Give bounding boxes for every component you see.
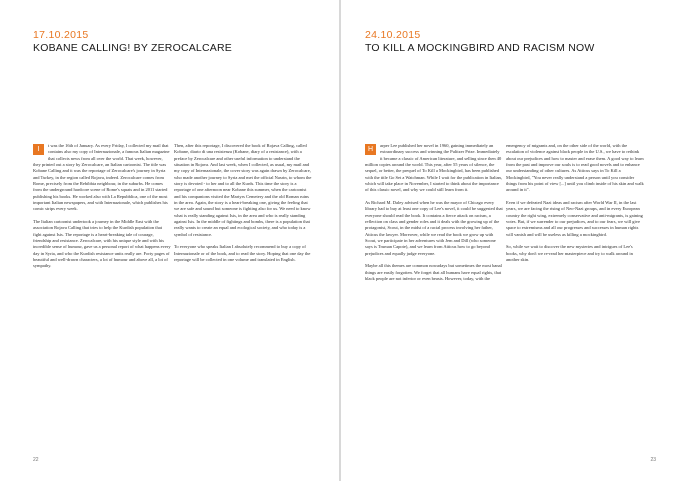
paragraph: The Italian cartoonist undertook a journey in the Middle East with the association Rojava Calling that tries to help the Kurdish population that fight against Isis. The reportage is a heart-breaking tale of courage, friendship and resistance. Zerocalcare, with his unique style and with his incredible sense of humour, gave us a personal report of what happens every day in Syria, and who the Kurdish resistance units really are. Forty pages of beautiful and well-drawn characters, a lot of humour and above all, a lot of sympathy. [33,219,171,269]
paragraph: So, while we wait to discover the new mysteries and intrigues of Lee's books, why don't we re-read her masterpiece and try to walk around in another skin. [506,244,633,263]
left-article-title: KOBANE CALLING! BY ZEROCALCARE [33,42,232,54]
paragraph: arper Lee published her novel in 1960, gaining immediately an extraordinary success and winning the Pulitzer Prize. Immediately it became a classic of American literature, and selling since then 40 million copies around the world. This year, after 55 years of silence, the sequel, or better, the prequel of To Kill a Mockingbird, has been published with the title Go Set a Watchman. While I wait for the publication in Italian, which will take place in November, I started to think about the importance of this classic novel, and why we could still learn from it. [365,143,502,193]
page-number-right: 23 [650,457,656,463]
right-column-1 [365,143,503,289]
paragraph: Even if we defeated Nazi ideas and racism after World War II, in the last years, we are facing the rising of Neo-Nazi groups, and in every European country the right wing, extremely conservative and anti-migrants, is gaining votes. But, if we surrender to our prejudices, and to our fears, we will give space to extremisms and all our progresses and successes in human rights will vanish and will be useless as killing a mockingbird. [506,200,643,237]
paragraph: To everyone who speaks Italian I absolutely recommend to buy a copy of Internazionale or of the book, and to read the story. Hoping that one day the reportage will be collected in one volume and translated in English. [174,244,311,263]
paragraph: Maybe all this themes are common nowadays but sometimes the most banal things are easily forgotten. We forget that all humans have equal rights, that black people are not inferior or even beasts. However, today, with the [365,263,502,282]
left-drop-cap: I [33,144,44,155]
right-drop-cap: H [365,144,376,155]
left-column-1 [33,143,171,276]
right-article-date: 24.10.2015 [365,29,421,41]
paragraph: t was the 16th of January. As every Friday, I collected my mail that contains also my copy of Internazionale, a famous Italian magazine that collects news from all over the world. That week, however, they printed out a story by Zerocalcare, an Italian cartoonist. The title was Kobane Calling and it was the reportage of Zerocalcare's journey in Syria and Turkey, in the region called Rojava, indeed. Zerocalcare comes from Rome, precisely from the Rebibbia neighbour, in the suburbs. He comes from the underground hardcore scene of Rome's squats and in 2011 started publishing his books. He worked also with La Repubblica, one of the most important Italian newspapers, and with Internazionale, which publishes his comic strips every week. [33,143,170,212]
left-page [0,0,339,481]
paragraph: emergency of migrants and, on the other side of the world, with the escalation of violence against black people in the U.S., we have to rethink about our prejudices and how to master and erase them. A good way to learn from the past and improve our souls is to read good novels and to enhance our understanding of other cultures. As Atticus says in To Kill a Mockingbird, "You never really understand a person until you consider things from his point of view [...] until you climb inside of his skin and walk around in it". [506,143,644,193]
right-article-title: TO KILL A MOCKINGBIRD AND RACISM NOW [365,42,595,54]
left-article-date: 17.10.2015 [33,29,89,41]
left-column-2 [174,143,312,270]
page-number-left: 22 [33,457,39,463]
paragraph: As Richard M. Daley advised when he was the mayor of Chicago every library had to buy at least one copy of Lee's novel, it could be suggested that everyone should read the book. It contains a fierce attack on racism, a reflection on class and gender roles and it deals with the growing up of the protagonist, Scout, in the midst of a racial process involving her father, Atticus the lawyer. Moreover, while we read the book we grow up with Scout, we participate in her adventures with Jem and Dill (who someone says is Truman Capote), and we learn from Atticus how to go beyond prejudices and equally judge everyone. [365,200,503,256]
paragraph: Then, after this reportage, I discovered the book of Rojava Calling, called Kobane, diario di una resistenza (Kobane, diary of a resistance), with a preface by Zerocalcare and other useful information to understand the situation in Rojava. And last week, when I collected, as usual, my mail and my copy of Internazionale, the cover story was again drawn by Zerocalcare, who made another journey to Syria and met the official Nasrin, to whom the story is devoted - to her and to all the Kurds. This time the story is a reportage of one afternoon near Kobane this summer, when the cartoonist and his companions visited the Martyrs Cemetery and the old Roman ruins in the area. Again, the story is a heart-breaking one, giving the feeling that we are safe and sound but someone is fighting also for us. We need to know what is really standing against Isis, in the area and who is really standing against Isis. In the middle of fightings and bombs, there is a population that really wants to create an equal and ecological society, and who today is a symbol of resistance. [174,143,312,237]
right-page [341,0,680,481]
right-column-2 [506,143,644,270]
